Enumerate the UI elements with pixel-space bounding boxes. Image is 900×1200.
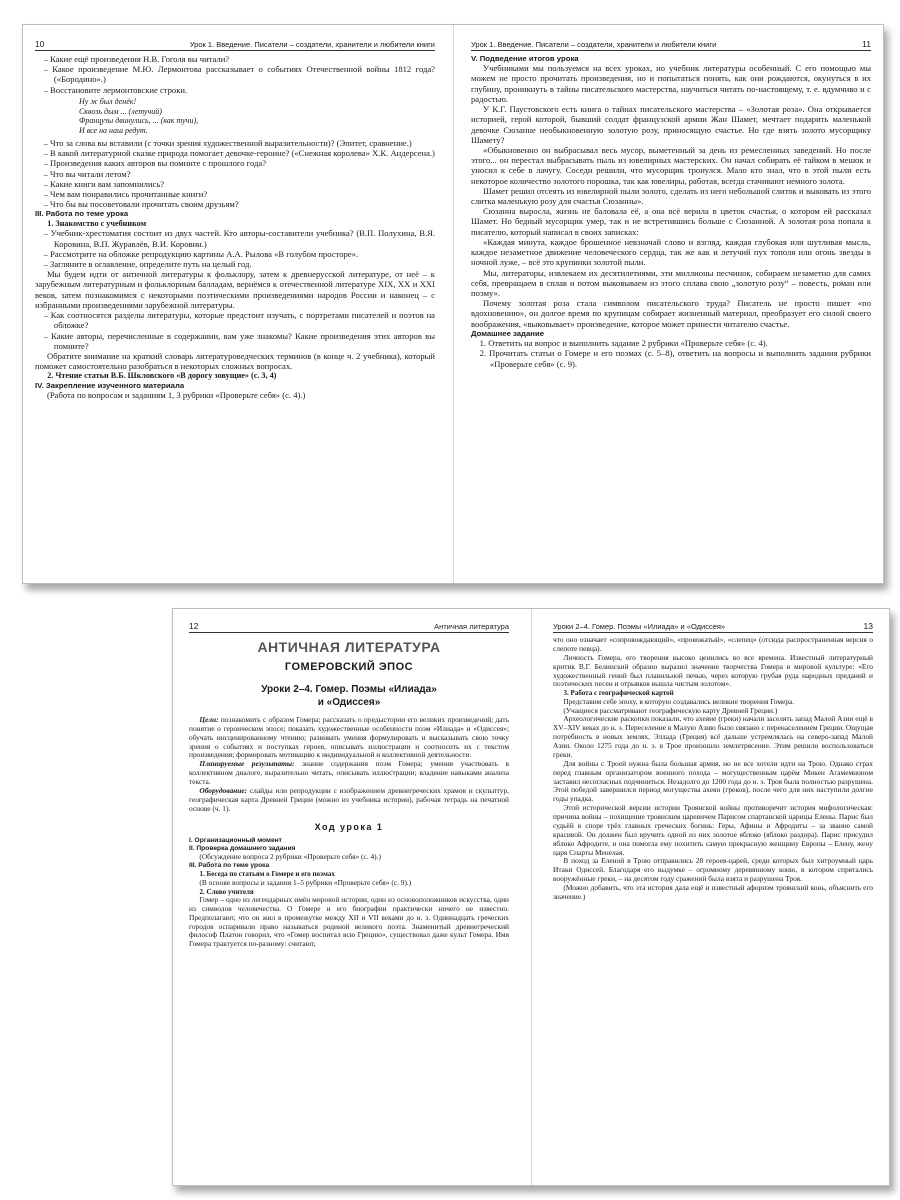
section-heading: Домашнее задание — [471, 328, 545, 338]
paragraph: Обратите внимание на краткий словарь литературоведческих терминов (в конце ч. 2 учебника), который поможет самостоятельно разобраться в некоторых сложных вопросах. — [35, 350, 435, 372]
poem-line: Сквозь дым ... (летучий) — [78, 106, 162, 116]
paragraph: «Каждая минута, каждое брошенное невзначай слово и взгляд, каждая глубокая или шутливая мысль, каждое незаметное движение человеческого сердца, так же как и летучий пух тополя или огонь звезды в ночной луже, – всё это крупинки золотой пыли. — [471, 236, 871, 268]
subsection-heading: 2. Слово учителя — [199, 887, 254, 896]
list-line: – Как соотносятся разделы литературы, которые предстоит изучать, с портретами писателей и поэтов на обложке? — [43, 310, 435, 331]
list-line: – Рассмотрите на обложке репродукцию картины А.А. Рылова «В голубом просторе». — [43, 248, 359, 259]
spine-gutter — [453, 25, 454, 583]
page-body — [553, 636, 873, 902]
paragraph: (Работа по вопросам и заданиям 1, 3 рубрики «Проверьте себя» (с. 4).) — [47, 390, 306, 401]
chapter-title: АНТИЧНАЯ ЛИТЕРАТУРА — [257, 639, 441, 655]
page-body — [189, 639, 509, 949]
paragraph: Мы, литераторы, извлекаем их десятилетиями, эти миллионы песчинок, собираем незаметно для самих себя, превращаем в сплав и потом выковываем из этого сплава свою „золотую розу“ – повесть, роман или поэму». — [471, 267, 871, 299]
page-number: 11 — [862, 39, 871, 49]
lesson-goals — [189, 716, 509, 760]
planned-results — [189, 760, 509, 787]
page-number: 13 — [863, 621, 873, 631]
paragraph: В поход за Еленой в Трою отправились 28 героев-царей, среди которых был хитроумный царь Итаки Одиссей. Благодаря его выдумке – огромному деревянному коню, в котором спрятались вооружённые греки, – на десятом году сражений была взята и разрушена Троя. — [553, 856, 873, 884]
running-header: Уроки 2–4. Гомер. Поэмы «Илиада» и «Одиссея» — [553, 622, 726, 631]
text-block — [35, 54, 435, 95]
page-number: 10 — [35, 39, 45, 49]
section-heading: I. Организационный момент — [189, 837, 282, 845]
paragraph: Гомер – одно из легендарных имён мировой истории, один из основоположников искусства, один из символов человечества. О Гомере и его биографии практически ничего не известно. Предполагают, что он жил в промежутке между XII и VII веками до н. э. Одиннадцать греческих городов оспаривали право называться родиной великого поэта. Знаменитый древнегреческий философ Платон говорил, что «Гомер воспитал всю Грецию», существовал даже культ Гомера. Имя Гомера трактуется по-разному: считают, — [189, 894, 509, 949]
equipment-text: слайды или репродукции с изображением древнегреческих храмов и скульптур, географическая карта Древней Греции (можно из учебника истории), рабочая тетрадь на печатной основе (ч. 1). — [189, 785, 509, 813]
subsection-heading: 1. Беседа по статьям о Гомере и его поэмах — [199, 870, 335, 879]
list-line: – Что за слова вы вставили (с точки зрения художественной выразительности)? (Эпитет, сравнение.) — [43, 137, 412, 148]
results-text: знание содержания поэм Гомера; умения участвовать в коллективном диалоге, выразительно читать, описывать иллюстрации; владение навыками анализа текста. — [189, 759, 509, 787]
paragraph: (В основе вопросы и задания 1–5 рубрики «Проверьте себя» (с. 9).) — [199, 877, 412, 887]
paragraph: Шамет решил отсеять из ювелирной пыли золото, сделать из него небольшой слиток и выковать из этого слитка маленькую розу для счастья Сюзанны». — [471, 185, 871, 207]
page-body — [35, 54, 435, 401]
section-heading: III. Работа по теме урока — [35, 209, 129, 219]
equipment — [189, 787, 509, 814]
paragraph: Учебниками мы пользуемся на всех уроках, но учебник литературы особенный. С его помощью мы можем не просто прочитать произведения, но и попытаться понять, как они рождаются, окунуться в их глубину, проникнуть в тайны писательского мастерства, научиться читать по-настоящему, т. е. вдумчиво и с радостью. — [471, 63, 871, 104]
paragraph: Личность Гомера, его творения высоко ценились во все времена. Известный литературный критик В.Г. Белинский образно выразил значение творчества Гомера в мировой культуре: «Его художественный гений был плавильной печью, через которую грубая руда народных преданий и поэтических песен и отрывков вышла чистым золотом». — [553, 652, 873, 689]
paragraph: У К.Г. Паустовского есть книга о тайнах писательского мастерства – «Золотая роза». Она открывается историей, герой которой, бывший солдат французской армии Жан Шамет, мечтает подарить маленькой девочке Сюзанне необыкновенную золотую розу, приносящую счастье. Но где взять золото мусорщику Шамету? — [471, 104, 871, 145]
list-line: – Какие ещё произведения Н.В. Гоголя вы читали? — [43, 54, 230, 64]
paragraph: (Обсуждение вопроса 2 рубрики «Проверьте себя» (с. 4).) — [199, 852, 381, 862]
paragraph: Почему золотая роза стала символом писательского труда? Писатель не просто пишет «по вдохновению», он долгое время по крупицам собирает жизненный материал, преобразует его силой своего воображения, «выковывает» произведение, которое может принести читателю счастье. — [471, 298, 871, 329]
list-line: – Какие книги вам запомнились? — [43, 178, 165, 189]
results-label: Планируемые результаты: — [199, 759, 295, 769]
lesson-title-line: и «Одиссея» — [317, 697, 381, 709]
chapter-subtitle: ГОМЕРОВСКИЙ ЭПОС — [284, 660, 414, 673]
paragraph: Археологические раскопки показали, что ахеяне (греки) начали заселять запад Малой Азии ещё в XV–XIV веках до н. э. Переселение в Малую Азию было связано с перенаселением Греции. Ощущая потребность в новых землях, Эллада (Греция) всё дальше устремлялась на северо-запад Малой Азии. Около 1275 года до н. э. в Трое произошло землетрясение. Этим решили воспользоваться греки. — [553, 714, 873, 759]
section-heading: V. Подведение итогов урока — [471, 54, 579, 63]
goals-text: познакомить с образом Гомера; рассказать о предыстории его великих произведений; дать понятие о героическом эпосе; показать художественные особенности поэм «Илиада» и «Одиссея»; обучать инсценированному чтению; развивать умения формулировать и высказывать свою точку зрения о событиях и поступках героев, описывать иллюстрации и соотносить их с текстом произведения; формировать мотивацию к индивидуальной и коллективной деятельности. — [189, 714, 509, 760]
text-block — [189, 837, 509, 949]
page-number: 12 — [189, 621, 199, 631]
list-line: 2. Прочитать статьи о Гомере и его поэмах (с. 5–8), ответить на вопросы и выполнить задания рубрики «Проверьте себя» (с. 9). — [479, 348, 871, 369]
section-heading: III. Работа по теме урока — [189, 862, 270, 870]
equipment-label: Оборудование: — [199, 785, 248, 795]
page-header — [553, 621, 873, 633]
paragraph: Этой исторической версии истории Троянской войны противоречит история мифологическая: причина войны – похищение троянским царевичем Парисом спартанской царицы Елены. Парис был судьёй в споре трёх главных греческих богинь: Геры, Афины и Афродиты – за звание самой красивой. Он должен был вручить одной из них золотое яблоко (яблоко раздора). Парис присудил яблоко Афродите, и она помогла ему похитить самую прекрасную женщину Европы – Елену, жену царя Спарты Менелая. — [553, 803, 873, 857]
subsection-heading: 1. Знакомство с учебником — [47, 218, 147, 228]
running-header: Урок 1. Введение. Писатели – создатели, хранители и любители книги — [471, 40, 717, 49]
subsection-heading: 2. Чтение статьи В.Б. Шкловского «В дорогу зовущие» (с. 3, 4) — [47, 371, 277, 381]
page-11 — [471, 39, 871, 575]
page-12 — [189, 621, 509, 1177]
text-block — [553, 636, 873, 902]
list-line: – Какие авторы, перечисленные в содержании, вам уже знакомы? Какие произведения этих авторов вы помните? — [43, 330, 435, 351]
page-header — [189, 621, 509, 633]
goals-label: Цели: — [199, 714, 219, 724]
text-block — [471, 54, 871, 369]
paragraph: Для войны с Троей нужна была большая армия, но не все хотели идти на Трою. Однако страх перед главным организатором военного похода – могущественным царём Микен Агамемноном заставил несогласных подчиниться. Незадолго до 1200 года до н. э. Троя была полностью разрушена. Этой победой завершился период могущества ахеян (греков), после чего для них наступили долгие годы упадка. — [553, 758, 873, 804]
paragraph: (Можно добавить, что эта история дала ещё и известный афоризм троянский конь, объяснить его значение.) — [553, 883, 873, 901]
list-line: – Загляните в оглавление, определите путь на целый год. — [43, 258, 252, 269]
list-line: – Какое произведение М.Ю. Лермонтова рассказывает о событиях Отечественной войны 1812 года? («Бородино».) — [43, 64, 435, 85]
section-heading: IV. Закрепление изученного материала — [35, 381, 185, 391]
paragraph: Мы будем идти от античной литературы к фольклору, затем к древнерусской литературе, от неё – к зарубежным литературным и фольклорным балладам, вернёмся к отечественной литературе XIX, XX и XXI веков, затем познакомимся с некоторыми поэтическими произведениями народов России и наконец – с избранными произведениями зарубежной литературы. — [35, 269, 435, 310]
running-header: Античная литература — [434, 622, 509, 631]
section-heading: II. Проверка домашнего задания — [189, 845, 296, 853]
list-line: – В какой литературной сказке природа помогает девочке-героине? («Снежная королева» Х.К. Андерсена.) — [43, 148, 435, 159]
spine-gutter — [531, 609, 532, 1185]
subsection-heading: 3. Работа с географической картой — [563, 689, 674, 698]
list-line: – Учебник-хрестоматия состоит из двух частей. Кто авторы-составители учебника? (В.П. Полухина, В.Я. Коровина, В.П. Журавлёв, В.И. Коровин.) — [43, 228, 435, 249]
lesson-title — [189, 683, 509, 710]
paragraph: (Учащиеся рассматривают географическую карту Древней Греции.) — [563, 705, 778, 715]
list-line: – Что вы читали летом? — [43, 168, 131, 179]
text-block — [35, 138, 435, 401]
book-spread-pages-10-11 — [22, 24, 884, 584]
lesson-title-line: Уроки 2–4. Гомер. Поэмы «Илиада» — [261, 683, 437, 695]
list-line: – Восстановите лермонтовские строки. — [43, 84, 188, 95]
page-body — [471, 54, 871, 369]
page-header — [471, 39, 871, 51]
list-line: – Что бы вы посоветовали прочитать своим друзьям? — [43, 199, 239, 210]
book-spread-pages-12-13 — [172, 608, 890, 1186]
list-line: 1. Ответить на вопрос и выполнить задание 2 рубрики «Проверьте себя» (с. 4). — [479, 338, 768, 349]
page-13 — [553, 621, 873, 1177]
list-line: – Произведения каких авторов вы помните с прошлого года? — [43, 158, 267, 169]
running-header: Урок 1. Введение. Писатели – создатели, хранители и любители книги — [189, 40, 435, 49]
paragraph: Сюзанна выросла, жизнь не баловала её, а она всё верила в цветок счастья, о котором ей рассказал Шамет. Но бедный мусорщик умер, так и не встретившись больше с Сюзанной. А золотая роза попала к писателю, который написал в своих записках: — [471, 206, 871, 237]
paragraph: Представим себе эпоху, в которую создавались великие творения Гомера. — [563, 696, 795, 706]
lesson-course-heading: Ход урока 1 — [314, 821, 384, 832]
poem-quote — [79, 97, 435, 136]
poem-line: Французы двинулись, ... (как тучи), — [78, 116, 199, 126]
list-line: – Чем вам понравились прочитанные книги? — [43, 188, 208, 199]
page-10 — [35, 39, 435, 575]
poem-line: И все на наш редут. — [78, 126, 148, 136]
poem-line: Ну ж был денёк! — [78, 96, 137, 106]
page-header — [35, 39, 435, 51]
paragraph: что оно означает «сопровождающий», «провожатый», «слепец» (отсюда распространенная версия о слепоте певца). — [553, 635, 873, 653]
paragraph: «Обыкновенно он выбрасывал весь мусор, выметенный за день из ремесленных заведений. Но после этого... он перестал выбрасывать пыль из ювелирных мастерских. Он начал собирать её тайком в мешок и уносил к себе в лачугу. Соседи решили, что мусорщик тронулся. Мало кто знал, что в этой пыли есть некоторое количество золотого порошка, так как ювелиры, работая, всегда стачивают немного золота. — [471, 144, 871, 186]
